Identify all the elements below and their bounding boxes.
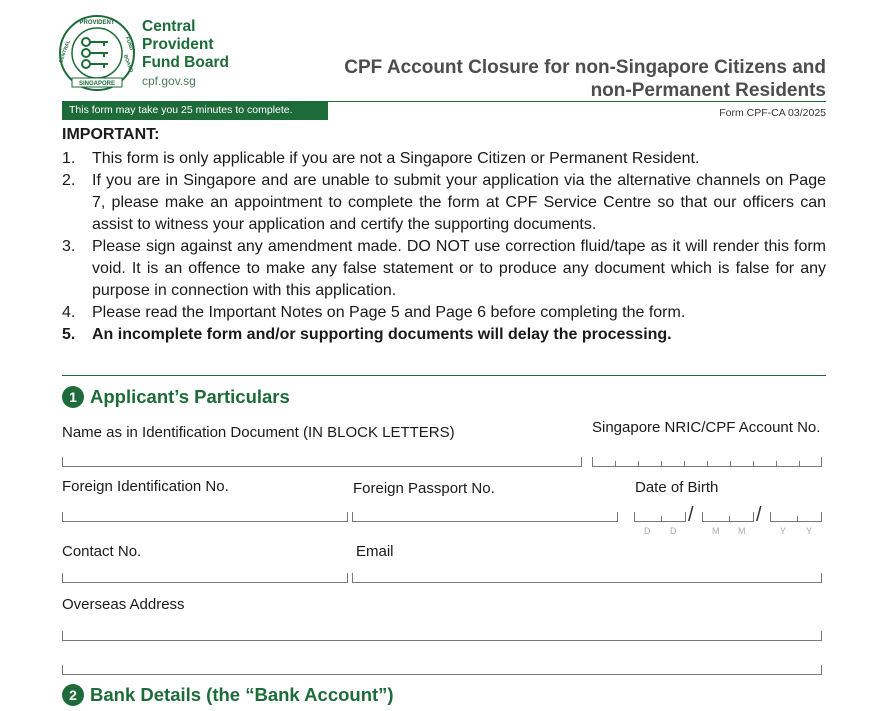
foreign-id-field[interactable]: [62, 512, 348, 522]
section-number-badge: 2: [62, 684, 84, 706]
note-number: 3.: [62, 238, 76, 255]
name-label: Name as in Identification Document (IN BLOCK LETTERS): [62, 424, 455, 441]
dob-month-placeholder: M: [738, 526, 746, 536]
time-estimate-banner: This form may take you 25 minutes to complete.: [62, 101, 328, 120]
contact-field[interactable]: [62, 573, 348, 583]
important-notes-list: [62, 148, 826, 346]
form-title-line1: CPF Account Closure for non-Singapore Citizens and: [344, 57, 826, 78]
nric-label: Singapore NRIC/CPF Account No.: [592, 419, 821, 436]
org-name-line1: Central: [142, 18, 196, 35]
note-item: [62, 148, 826, 170]
note-text: Please read the Important Notes on Page 5 and Page 6 before completing the form.: [92, 304, 686, 321]
important-heading: IMPORTANT:: [62, 126, 160, 143]
dob-month-box[interactable]: [702, 512, 754, 522]
note-text: If you are in Singapore and are unable to submit your application via the alternative channels on Page 7, please make an appointment to complete the form at CPF Service Centre so that our officers can assist to witness your application and certify the supporting documents.: [92, 172, 826, 233]
name-field[interactable]: [62, 457, 582, 467]
dob-separator: /: [688, 504, 694, 526]
seal-left-text: CENTRAL: [58, 39, 72, 64]
note-item: [62, 324, 826, 346]
dob-label: Date of Birth: [635, 479, 719, 496]
section-title: Bank Details (the “Bank Account”): [90, 684, 394, 705]
dob-day-placeholder: D: [644, 526, 651, 536]
org-name: [142, 18, 229, 72]
email-field[interactable]: [352, 573, 822, 583]
note-number: 5.: [62, 326, 76, 343]
seal-top-text: PROVIDENT: [79, 20, 115, 26]
note-text: An incomplete form and/or supporting documents will delay the processing.: [92, 326, 672, 343]
org-website: cpf.gov.sg: [142, 74, 196, 88]
address-field-line1[interactable]: [62, 631, 822, 641]
dob-field[interactable]: [634, 506, 824, 540]
dob-year-placeholder: Y: [780, 526, 787, 536]
dob-day-box[interactable]: [634, 512, 686, 522]
contact-label: Contact No.: [62, 543, 142, 560]
dob-day-placeholder: D: [670, 526, 677, 536]
address-field-line2[interactable]: [62, 665, 822, 675]
note-item: [62, 170, 826, 236]
dob-year-box[interactable]: [770, 512, 822, 522]
dob-year-placeholder: Y: [806, 526, 813, 536]
org-name-line3: Fund Board: [142, 54, 229, 71]
passport-label: Foreign Passport No.: [353, 480, 495, 497]
section-title: Applicant’s Particulars: [90, 386, 290, 407]
note-number: 2.: [62, 172, 76, 189]
seal-bottom-text: SINGAPORE: [78, 81, 116, 87]
nric-field[interactable]: [592, 457, 822, 467]
section-number-badge: 1: [62, 386, 84, 408]
dob-month-placeholder: M: [712, 526, 720, 536]
org-name-line2: Provident: [142, 36, 214, 53]
foreign-id-label: Foreign Identification No.: [62, 478, 229, 495]
address-label: Overseas Address: [62, 596, 185, 613]
seal-board-text: BOARD: [121, 54, 134, 74]
form-title: [344, 56, 826, 102]
note-text: Please sign against any amendment made. DO NOT use correction fluid/tape as it will render this form void. It is an offence to make any false statement or to produce any document which is false for any purpose in connection with this application.: [92, 238, 826, 299]
email-label: Email: [356, 543, 394, 560]
passport-field[interactable]: [352, 512, 618, 522]
note-number: 4.: [62, 304, 76, 321]
note-item: [62, 236, 826, 302]
seal-right-text: FUND: [123, 36, 135, 52]
note-number: 1.: [62, 150, 76, 167]
note-item: [62, 302, 826, 324]
section-divider: [62, 375, 826, 376]
section-bank-heading: [62, 684, 394, 706]
section-applicant-heading: [62, 386, 290, 408]
dob-separator: /: [756, 504, 762, 526]
form-code: Form CPF-CA 03/2025: [719, 107, 826, 119]
note-text: This form is only applicable if you are not a Singapore Citizen or Permanent Resident.: [92, 150, 700, 167]
form-title-line2: non-Permanent Residents: [590, 80, 826, 101]
cpf-logo-seal: [58, 14, 136, 92]
